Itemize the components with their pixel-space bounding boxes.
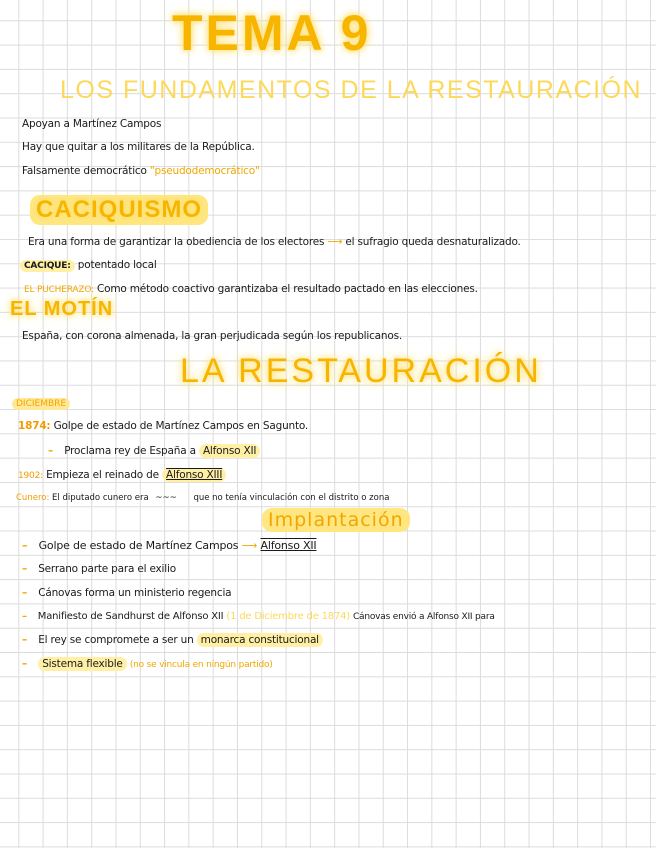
item-5-text-a: El rey se compromete a ser un <box>38 634 194 646</box>
year-1902-text: Empieza el reinado de <box>46 469 159 481</box>
year-1902-line <box>18 469 226 481</box>
cunero-line <box>16 493 389 503</box>
item-1-text: Golpe de estado de Martínez Campos <box>38 539 239 552</box>
cacique-label: CACIQUE: <box>20 260 75 272</box>
item-2-text: Serrano parte para el exilio <box>38 563 176 575</box>
implantacion-item-6 <box>22 658 273 670</box>
dash-icon: – <box>22 539 28 552</box>
intro-line-3-quote: "pseudodemocrático" <box>149 165 260 177</box>
arrow-icon: ⟶ <box>327 236 343 248</box>
month-tag: DICIEMBRE <box>12 398 70 410</box>
item-5-text-b: monarca constitucional <box>197 633 323 647</box>
pucherazo-label: EL PUCHERAZO: <box>24 285 94 295</box>
cunero-label: Cunero: <box>16 493 50 503</box>
year-1874-text: Golpe de estado de Martínez Campos en Sagunto. <box>53 420 309 432</box>
implantacion-item-3 <box>22 587 231 599</box>
year-1874-label: 1874: <box>18 420 51 432</box>
intro-line-1: Apoyan a Martínez Campos <box>22 118 162 130</box>
proclama-line <box>48 445 260 457</box>
dash-icon: – <box>22 658 28 670</box>
dash-icon: – <box>22 611 27 622</box>
motin-heading: EL MOTÍN <box>10 298 114 320</box>
arrow-icon: ⟶ <box>241 539 258 552</box>
pucherazo-line <box>24 283 478 295</box>
item-3-text: Cánovas forma un ministerio regencia <box>38 587 232 599</box>
item-4-extra: Cánovas envió a Alfonso XII para <box>352 612 495 622</box>
dash-icon: – <box>22 634 28 646</box>
intro-line-3-text: Falsamente democrático <box>22 165 147 177</box>
page-subtitle: LOS FUNDAMENTOS DE LA RESTAURACIÓN <box>60 76 643 104</box>
item-6-text: Sistema flexible <box>38 657 127 671</box>
dash-icon: – <box>48 445 54 457</box>
caciquismo-heading: CACIQUISMO <box>30 195 208 225</box>
item-6-note: (no se vincula en ningún partido) <box>129 660 273 670</box>
cunero-text-b: que no tenía vinculación con el distrito o zona <box>193 493 390 503</box>
page-title: TEMA 9 <box>172 5 372 61</box>
intro-line-2: Hay que quitar a los militares de la República. <box>22 141 255 153</box>
year-1902-label: 1902: <box>18 471 43 481</box>
proclama-text: Proclama rey de España a <box>64 445 196 457</box>
cacique-line <box>20 259 157 271</box>
cacique-text: potentado local <box>77 259 157 271</box>
dash-icon: – <box>22 587 28 599</box>
cunero-text-a: El diputado cunero era <box>52 493 149 503</box>
implantacion-heading: Implantación <box>262 508 410 532</box>
year-1902-name: Alfonso XIII <box>162 468 226 482</box>
item-4-date: (1 de Diciembre de 1874) <box>226 611 350 622</box>
motin-text: España, con corona almenada, la gran perjudicada según los republicanos. <box>22 330 402 342</box>
implantacion-item-1 <box>22 539 316 552</box>
item-4-text: Manifiesto de Sandhurst de Alfonso XII <box>37 611 224 622</box>
implantacion-item-4 <box>22 611 495 622</box>
implantacion-item-5 <box>22 634 323 646</box>
pucherazo-text: Como método coactivo garantizaba el resultado pactado en las elecciones. <box>97 283 478 295</box>
item-1-extra: Alfonso XII <box>260 539 317 552</box>
restauracion-heading: LA RESTAURACIÓN <box>180 352 542 390</box>
caciquismo-line-1a: Era una forma de garantizar la obediencia de los electores <box>28 236 325 248</box>
caciquismo-line-1 <box>28 236 521 248</box>
cunero-scribble: ~~~ <box>155 493 177 503</box>
dash-icon: – <box>22 563 28 575</box>
caciquismo-line-1b: el sufragio queda desnaturalizado. <box>345 236 521 248</box>
year-1874-line <box>18 420 308 432</box>
proclama-name: Alfonso XII <box>199 444 260 458</box>
implantacion-item-2 <box>22 563 176 575</box>
intro-line-3 <box>22 165 260 177</box>
